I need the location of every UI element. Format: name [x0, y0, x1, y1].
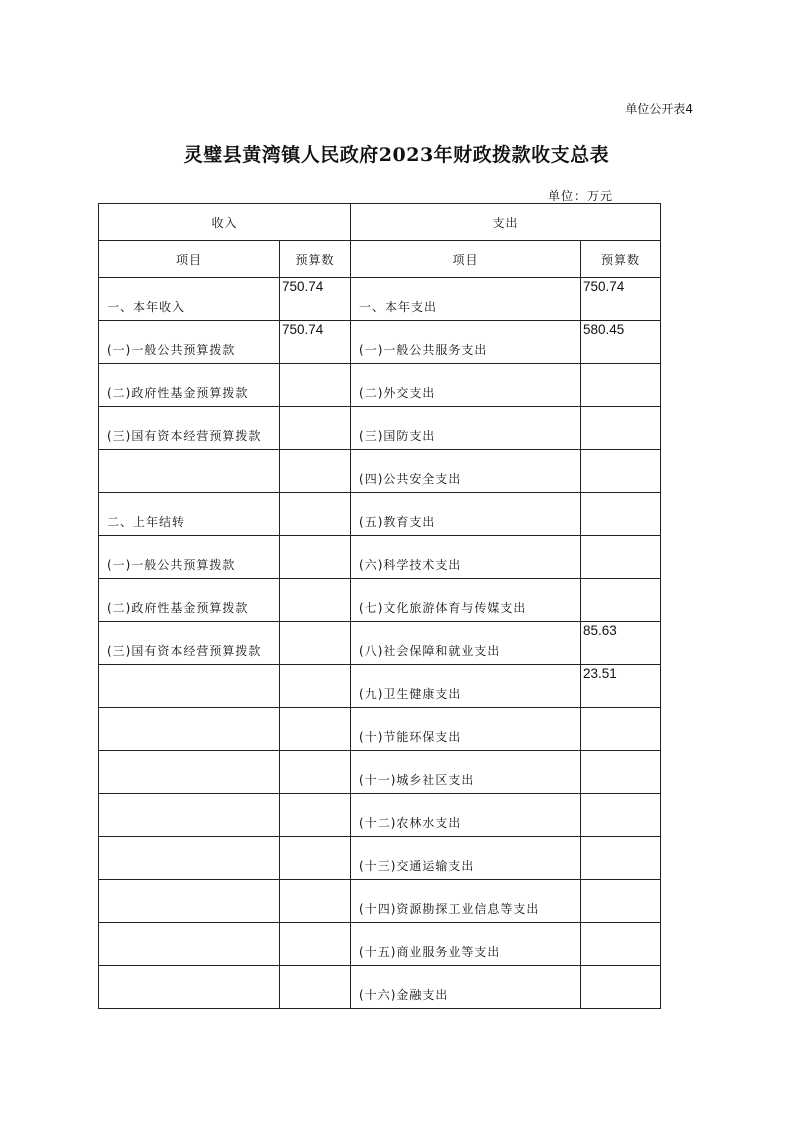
expense-item-cell: (十四)资源勘探工业信息等支出 [351, 880, 581, 923]
income-value-cell [280, 837, 351, 880]
expense-value-cell [581, 407, 661, 450]
income-item-cell [99, 708, 280, 751]
expense-value-cell [581, 493, 661, 536]
expense-value-cell [581, 579, 661, 622]
expense-item-cell: (十六)金融支出 [351, 966, 581, 1009]
table-row [99, 536, 661, 579]
expense-value-cell [581, 923, 661, 966]
table-row [99, 278, 661, 321]
table-row [99, 622, 661, 665]
income-item-cell: (三)国有资本经营预算拨款 [99, 622, 280, 665]
expense-value-cell [581, 536, 661, 579]
income-value-cell [280, 622, 351, 665]
expense-item-cell: (三)国防支出 [351, 407, 581, 450]
income-budget-header: 预算数 [280, 241, 351, 278]
income-item-cell [99, 923, 280, 966]
income-header: 收入 [99, 204, 351, 241]
expense-value-cell [581, 880, 661, 923]
table-row [99, 794, 661, 837]
table-row [99, 364, 661, 407]
income-item-cell [99, 794, 280, 837]
table-row [99, 450, 661, 493]
income-value-cell [280, 536, 351, 579]
expense-item-cell: 一、本年支出 [351, 278, 581, 321]
expense-header: 支出 [351, 204, 661, 241]
table-row [99, 837, 661, 880]
expense-value-cell [581, 708, 661, 751]
expense-value-cell: 580.45 [581, 321, 661, 364]
table-body [99, 278, 661, 1009]
expense-value-cell [581, 450, 661, 493]
expense-value-cell: 750.74 [581, 278, 661, 321]
budget-summary-table [98, 203, 661, 1009]
expense-item-cell: (二)外交支出 [351, 364, 581, 407]
income-value-cell [280, 794, 351, 837]
unit-label: 单位：万元 [548, 189, 614, 203]
table-row [99, 665, 661, 708]
income-value-cell [280, 665, 351, 708]
table-row [99, 923, 661, 966]
table-row [99, 966, 661, 1009]
expense-value-cell [581, 794, 661, 837]
income-item-cell [99, 665, 280, 708]
income-item-cell [99, 880, 280, 923]
income-item-cell: (三)国有资本经营预算拨款 [99, 407, 280, 450]
expense-item-cell: (一)一般公共服务支出 [351, 321, 581, 364]
document-title: 灵璧县黄湾镇人民政府2023年财政拨款收支总表 [183, 144, 610, 166]
section-header-row [99, 204, 661, 241]
income-value-cell [280, 751, 351, 794]
income-value-cell: 750.74 [280, 278, 351, 321]
expense-item-cell: (八)社会保障和就业支出 [351, 622, 581, 665]
income-item-cell [99, 751, 280, 794]
table-row [99, 579, 661, 622]
income-item-cell: 一、本年收入 [99, 278, 280, 321]
income-item-cell: (一)一般公共预算拨款 [99, 321, 280, 364]
table-row [99, 751, 661, 794]
expense-value-cell [581, 966, 661, 1009]
expense-item-cell: (十五)商业服务业等支出 [351, 923, 581, 966]
expense-value-cell: 23.51 [581, 665, 661, 708]
income-value-cell [280, 966, 351, 1009]
table-row [99, 493, 661, 536]
expense-item-cell: (十三)交通运输支出 [351, 837, 581, 880]
table-row [99, 880, 661, 923]
table-row [99, 708, 661, 751]
expense-value-cell: 85.63 [581, 622, 661, 665]
income-item-cell [99, 450, 280, 493]
income-value-cell [280, 450, 351, 493]
expense-value-cell [581, 751, 661, 794]
expense-item-cell: (九)卫生健康支出 [351, 665, 581, 708]
income-value-cell [280, 493, 351, 536]
column-header-row [99, 241, 661, 278]
expense-budget-header: 预算数 [581, 241, 661, 278]
income-item-cell [99, 966, 280, 1009]
income-item-cell [99, 837, 280, 880]
income-item-header: 项目 [99, 241, 280, 278]
income-item-cell: (二)政府性基金预算拨款 [99, 364, 280, 407]
expense-item-cell: (七)文化旅游体育与传媒支出 [351, 579, 581, 622]
income-value-cell [280, 880, 351, 923]
income-value-cell [280, 364, 351, 407]
form-number: 单位公开表4 [625, 102, 693, 116]
income-item-cell: 二、上年结转 [99, 493, 280, 536]
expense-item-cell: (十一)城乡社区支出 [351, 751, 581, 794]
table-row [99, 321, 661, 364]
expense-item-cell: (十)节能环保支出 [351, 708, 581, 751]
income-value-cell: 750.74 [280, 321, 351, 364]
income-value-cell [280, 579, 351, 622]
expense-value-cell [581, 837, 661, 880]
expense-item-cell: (六)科学技术支出 [351, 536, 581, 579]
income-value-cell [280, 923, 351, 966]
income-value-cell [280, 407, 351, 450]
expense-item-cell: (五)教育支出 [351, 493, 581, 536]
expense-value-cell [581, 364, 661, 407]
table-row [99, 407, 661, 450]
expense-item-cell: (四)公共安全支出 [351, 450, 581, 493]
expense-item-cell: (十二)农林水支出 [351, 794, 581, 837]
income-item-cell: (二)政府性基金预算拨款 [99, 579, 280, 622]
income-item-cell: (一)一般公共预算拨款 [99, 536, 280, 579]
expense-item-header: 项目 [351, 241, 581, 278]
income-value-cell [280, 708, 351, 751]
